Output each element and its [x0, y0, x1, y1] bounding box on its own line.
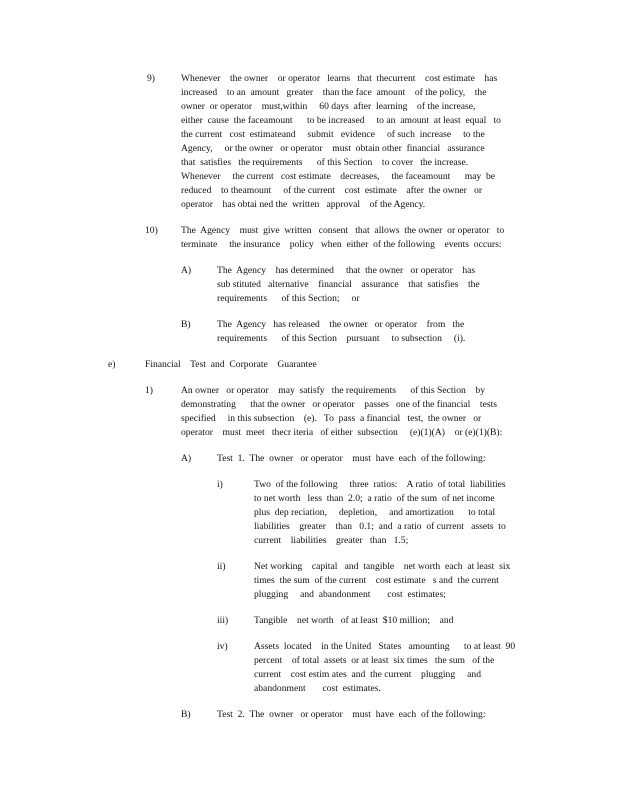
item-9-label: 9)	[147, 73, 155, 84]
text-line: Whenever the current cost estimate decreases, the faceamount may be	[181, 171, 496, 182]
text-line: plus dep reciation, depletion, and amortization to total	[254, 507, 496, 518]
text-line: Whenever the owner or operator learns that thecurrent cost estimate has	[181, 73, 498, 84]
text-line: current liabilities greater than 1.5;	[254, 535, 409, 546]
text-line: abandonment cost estimates.	[254, 683, 381, 694]
text-line: The Agency has determined that the owner or operator has	[217, 265, 476, 276]
text-line: reduced to theamount of the current cost estimate after the owner or	[181, 185, 483, 196]
item-10-a-label: A)	[181, 265, 192, 276]
text-line: specified in this subsection (e). To pass a financial test, the owner or	[181, 413, 482, 424]
text-line: Net working capital and tangible net worth each at least six	[254, 561, 511, 572]
test-1-label: A)	[181, 453, 192, 464]
text-line: operator must meet thecr iteria of either subsection (e)(1)(A) or (e)(1)(B):	[181, 427, 503, 438]
text-line: increased to an amount greater than the face amount of the policy, the	[181, 87, 487, 98]
item-10-label: 10)	[145, 225, 158, 236]
text-line: requirements of this Section pursuant to subsection (i).	[217, 333, 466, 344]
text-line: percent of total assets or at least six times the sum of the	[254, 655, 495, 666]
item-iv-label: iv)	[217, 641, 228, 652]
text-line: The Agency has released the owner or operator from the	[217, 319, 465, 330]
item-i-label: i)	[217, 479, 223, 490]
text-line: operator has obtai ned the written approval of the Agency.	[181, 199, 426, 210]
text-line: An owner or operator may satisfy the requirements of this Section by	[181, 385, 486, 396]
test-2-text: Test 2. The owner or operator must have each of the following:	[217, 709, 486, 720]
item-e1-label: 1)	[145, 385, 153, 396]
text-line: either cause the faceamount to be increased to an amount at least equal to	[181, 115, 501, 126]
test-1-text: Test 1. The owner or operator must have each of the following:	[217, 453, 486, 464]
text-line: to net worth less than 2.0; a ratio of the sum of net income	[254, 493, 495, 504]
item-ii-label: ii)	[217, 561, 226, 572]
text-line: times the sum of the current cost estimate s and the current	[254, 575, 499, 586]
text-line: terminate the insurance policy when either of the following events occurs:	[181, 239, 502, 250]
text-line: The Agency must give written consent that allows the owner or operator to	[181, 225, 505, 236]
text-line: Assets located in the United States amounting to at least 90	[254, 641, 516, 652]
text-line: sub stituted alternative financial assurance that satisfies the	[217, 279, 480, 290]
text-line: owner or operator must,within 60 days after learning of the increase,	[181, 101, 476, 112]
text-line: liabilities greater than 0.1; and a ratio of current assets to	[254, 521, 506, 532]
text-line: Two of the following three ratios: A ratio of total liabilities	[254, 479, 506, 490]
text-line: that satisfies the requirements of this Section to cover the increase.	[181, 157, 469, 168]
item-10-b-label: B)	[181, 319, 191, 330]
text-line: requirements of this Section; or	[217, 293, 360, 304]
section-e-heading: Financial Test and Corporate Guarantee	[145, 359, 317, 370]
item-iii-label: iii)	[217, 615, 229, 626]
text-line: plugging and abandonment cost estimates;	[254, 589, 446, 600]
text-line: Agency, or the owner or operator must obtain other financial assurance	[181, 143, 485, 154]
text-line: demonstrating that the owner or operator passes one of the financial tests	[181, 399, 497, 410]
text-line: current cost estim ates and the current plugging and	[254, 669, 481, 680]
section-e-label: e)	[108, 359, 116, 370]
text-line: the current cost estimateand submit evidence of such increase to the	[181, 129, 485, 140]
test-2-label: B)	[181, 709, 191, 720]
item-iii-text: Tangible net worth of at least $10 million; and	[254, 615, 454, 626]
